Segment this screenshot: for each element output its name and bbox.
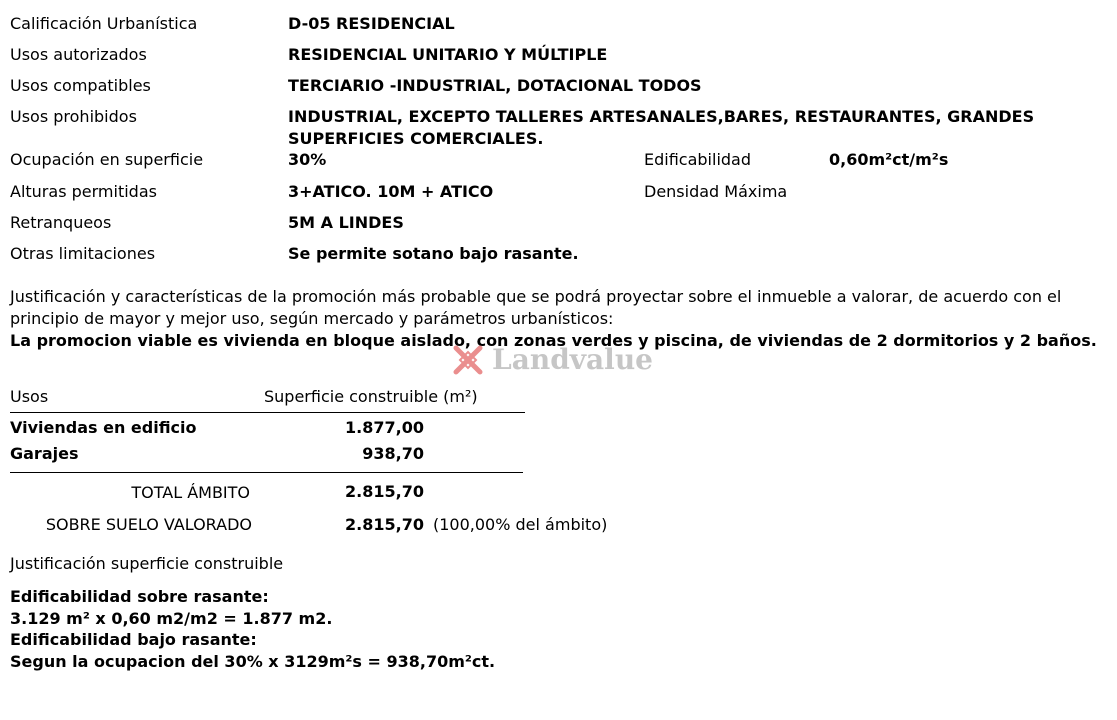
table-header-usos: Usos (10, 387, 49, 406)
retranqueos-value: 5M A LINDES (288, 213, 404, 232)
sobre-suelo-value: 2.815,70 (345, 515, 424, 534)
usos-compatibles-label: Usos compatibles (10, 76, 151, 95)
sobre-suelo-label: SOBRE SUELO VALORADO (45, 515, 252, 534)
otras-limitaciones-label: Otras limitaciones (10, 244, 156, 263)
justificacion-superficie-line: Edificabilidad bajo rasante: (10, 630, 257, 649)
retranqueos-label: Retranqueos (10, 213, 112, 232)
alturas-label: Alturas permitidas (10, 182, 157, 201)
edificabilidad-value: 0,60m²ct/m²s (829, 150, 949, 169)
total-ambito-label: TOTAL ÁMBITO (131, 483, 250, 502)
table-total-divider (10, 472, 523, 473)
ocupacion-value: 30% (288, 150, 327, 169)
justificacion-superficie-title: Justificación superficie construible (10, 554, 284, 573)
usos-compatibles-value: TERCIARIO -INDUSTRIAL, DOTACIONAL TODOS (288, 76, 702, 95)
table-row-label: Garajes (10, 444, 79, 463)
justificacion-superficie-line: 3.129 m² x 0,60 m2/m2 = 1.877 m2. (10, 609, 333, 628)
otras-limitaciones-value: Se permite sotano bajo rasante. (288, 244, 579, 263)
justificacion-superficie-line: Segun la ocupacion del 30% x 3129m²s = 938,70m²ct. (10, 652, 496, 671)
edificabilidad-label: Edificabilidad (644, 150, 751, 169)
table-row-value: 938,70 (362, 444, 424, 463)
usos-autorizados-value: RESIDENCIAL UNITARIO Y MÚLTIPLE (288, 45, 608, 64)
table-row-value: 1.877,00 (345, 418, 424, 437)
promocion-viable-text: La promocion viable es vivienda en bloque aislado, con zonas verdes y piscina, de viviendas de 2 dormitorios y 2 baños. (10, 331, 1097, 350)
usos-prohibidos-value-line1: INDUSTRIAL, EXCEPTO TALLERES ARTESANALES,BARES, RESTAURANTES, GRANDES (288, 107, 1035, 126)
landvalue-x-logo-icon (450, 342, 486, 378)
usos-prohibidos-label: Usos prohibidos (10, 107, 137, 126)
justificacion-line2: principio de mayor y mejor uso, según mercado y parámetros urbanísticos: (10, 309, 614, 328)
table-header-superficie: Superficie construible (m²) (264, 387, 478, 406)
calificacion-value: D-05 RESIDENCIAL (288, 14, 455, 33)
ocupacion-label: Ocupación en superficie (10, 150, 204, 169)
watermark-text: Landvalue (492, 343, 653, 376)
total-ambito-value: 2.815,70 (345, 482, 424, 501)
calificacion-label: Calificación Urbanística (10, 14, 198, 33)
alturas-value: 3+ATICO. 10M + ATICO (288, 182, 494, 201)
sobre-suelo-note: (100,00% del ámbito) (433, 515, 608, 534)
usos-autorizados-label: Usos autorizados (10, 45, 147, 64)
table-row-label: Viviendas en edificio (10, 418, 197, 437)
densidad-label: Densidad Máxima (644, 182, 788, 201)
table-header-divider (10, 412, 525, 413)
justificacion-line1: Justificación y características de la promoción más probable que se podrá proyectar sobre el inmueble a valorar, de acuerdo con el (10, 287, 1062, 306)
usos-prohibidos-value-line2: SUPERFICIES COMERCIALES. (288, 129, 544, 148)
justificacion-superficie-line: Edificabilidad sobre rasante: (10, 587, 269, 606)
